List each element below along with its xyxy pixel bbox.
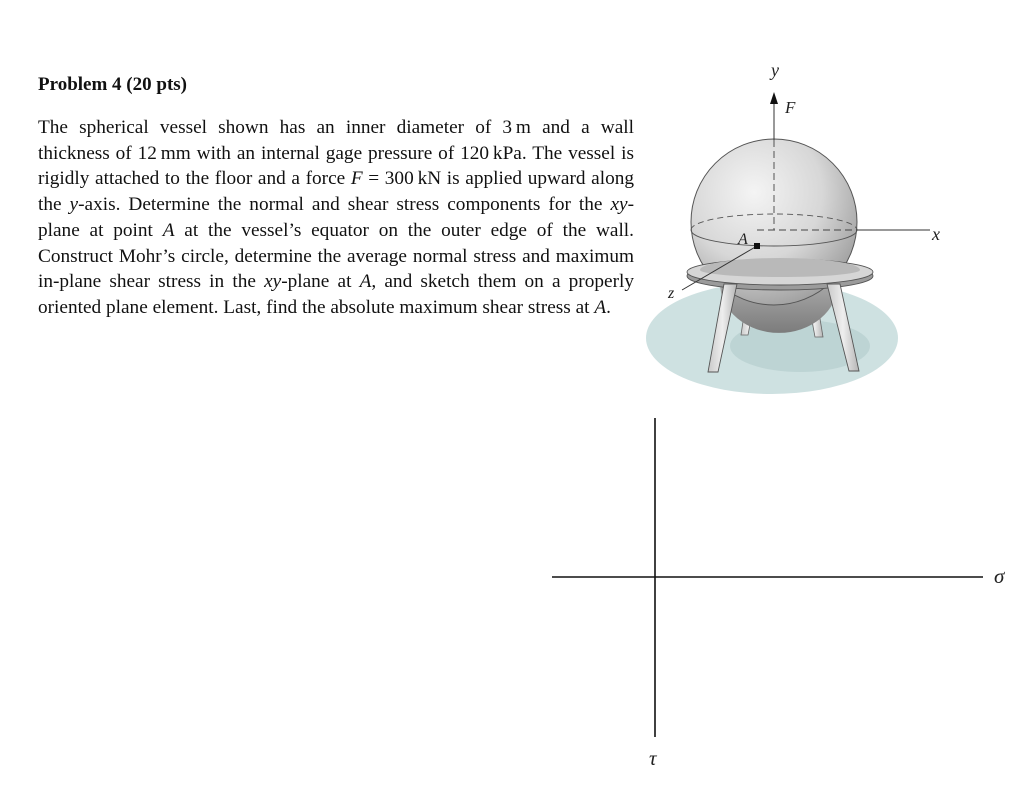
point-a-marker bbox=[754, 243, 760, 249]
text-run: = 300 kN is applied upward along the bbox=[38, 168, 634, 216]
math-symbol: F bbox=[350, 168, 363, 190]
text-run: -axis. Determine the normal and shear stress components for the bbox=[78, 194, 611, 216]
math-symbol: A bbox=[594, 296, 607, 318]
math-symbol: A bbox=[162, 219, 175, 241]
mohr-axes bbox=[552, 418, 1006, 770]
text-run: -plane at point bbox=[38, 194, 634, 241]
math-symbol: y bbox=[69, 194, 79, 216]
z-axis-label: z bbox=[668, 285, 675, 302]
y-axis-label: y bbox=[771, 60, 779, 80]
text-run: -plane at bbox=[281, 271, 360, 293]
x-axis-label: x bbox=[932, 224, 940, 244]
force-arrow-head bbox=[770, 92, 778, 104]
sigma-axis-label: σ bbox=[994, 564, 1005, 588]
math-symbol: xy bbox=[610, 194, 628, 216]
force-label: F bbox=[785, 98, 796, 117]
point-a-label: A bbox=[738, 231, 748, 248]
text-run: . bbox=[606, 296, 611, 318]
problem-title: Problem 4 (20 pts) bbox=[38, 74, 187, 95]
math-symbol: A bbox=[359, 271, 372, 293]
math-symbol: xy bbox=[264, 271, 282, 293]
text-run: at the vessel’s equator on the outer edge of the wall. Construct Mohr’s circle, determine the average normal stress and maximum in-plane shear stress in the bbox=[38, 219, 634, 293]
vessel-illustration bbox=[646, 60, 940, 394]
tau-axis-label: τ bbox=[649, 746, 657, 770]
text-run: , and sketch them on a properly oriented plane element. Last, find the absolute maximum shear stress at bbox=[38, 271, 634, 318]
text-run: The spherical vessel shown has an inner diameter of 3 m and a wall thickness of 12 mm with an internal gage pressure of 120 kPa. The vessel is rigidly attached to the floor and a force bbox=[38, 117, 634, 190]
